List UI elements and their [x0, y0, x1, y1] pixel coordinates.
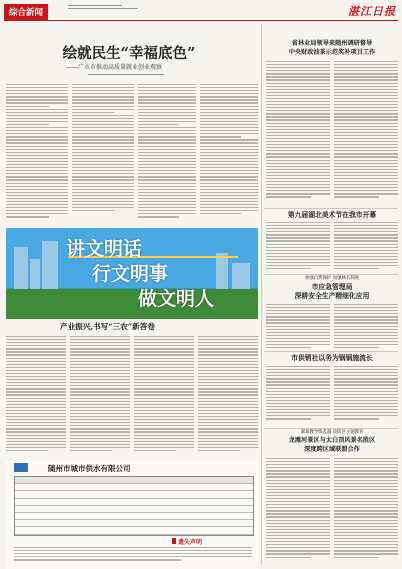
- main-col-4: [200, 84, 258, 224]
- ad-table-row: [15, 520, 253, 527]
- right-box2-title-1: 市应急管理局: [311, 283, 353, 291]
- right-divider-4: [264, 428, 398, 429]
- banner-line-1: 讲文明话: [66, 239, 143, 260]
- right-bottom-col-1: [266, 458, 330, 562]
- ad-table-row: [15, 513, 253, 520]
- notice-marker-icon: [172, 538, 176, 544]
- right-mid-title: 第九届湖北美术节在我市开幕: [287, 211, 377, 219]
- right-top-col-1: [266, 61, 330, 207]
- masthead: 湛江日报: [348, 5, 396, 18]
- ad-table-row: [15, 499, 253, 506]
- main-col-2: [72, 84, 134, 224]
- main-col-1: [6, 84, 68, 224]
- banner-building: [216, 253, 228, 293]
- right-bottom-kicker: 紧靠教学练监越 攻防区主题教育: [300, 430, 364, 435]
- right-bottom-title-1: 龙滩河景区与太白顶风景名胜区: [288, 437, 376, 444]
- right-divider-3: [264, 351, 398, 352]
- banner-greenery: [6, 289, 258, 319]
- ad-table-row: [15, 477, 253, 484]
- right-box2-title-2: 深耕安全生产精细化应用: [294, 292, 370, 300]
- right-top-col-2: [334, 61, 398, 207]
- right-bottom-col-2: [334, 458, 398, 562]
- ad-table-row: [15, 527, 253, 534]
- mid-col-2: [70, 336, 130, 456]
- ad-footer-text: [14, 547, 252, 567]
- ad-table: [14, 476, 254, 536]
- ad-table-row: [15, 506, 253, 513]
- right-mid-col-2: [334, 222, 398, 272]
- main-byline: [88, 74, 164, 75]
- right-divider-2: [264, 274, 398, 275]
- main-col-3: [138, 84, 196, 224]
- banner-building: [42, 241, 58, 293]
- mid-col-1: [6, 336, 66, 456]
- right-top-title-1: 省林业局领导来随州调研督导: [291, 40, 373, 47]
- banner-building: [14, 247, 28, 293]
- header-rule: [4, 20, 398, 21]
- banner-line-3: 做文明人: [138, 289, 215, 310]
- header-meta: [68, 4, 138, 9]
- right-top-title-2: 中央财政油茶示范奖补项目工作: [288, 49, 376, 56]
- civility-banner: [6, 228, 258, 319]
- mid-headline: 产业振兴,书写“三农”新答卷: [60, 322, 155, 331]
- company-logo-icon: [14, 463, 28, 472]
- ad-title: 随州市城市供水有限公司: [48, 464, 131, 473]
- banner-line-2: 行文明事: [92, 264, 169, 285]
- water-company-ad: [6, 461, 258, 569]
- ad-table-row: [15, 491, 253, 498]
- column-divider: [261, 24, 262, 564]
- mid-col-3: [134, 336, 194, 456]
- main-subheadline: ——广水市推动高质量就业创业观察: [66, 64, 163, 71]
- page-header: [0, 0, 402, 22]
- mid-col-4: [198, 336, 258, 456]
- section-tag: 综合新闻: [4, 4, 48, 20]
- main-headline: 绘就民生“幸福底色”: [62, 45, 196, 62]
- ad-table-row: [15, 484, 253, 491]
- right-box3-col-1: [266, 366, 330, 426]
- right-box2-kicker: 加强自然保护 加强林长制度: [304, 276, 360, 281]
- right-box3-title: 市供销社以务为锅锅施流长: [291, 354, 373, 362]
- right-box2-col-1: [266, 304, 330, 350]
- right-box2-col-2: [334, 304, 398, 350]
- banner-building: [30, 259, 40, 293]
- right-box3-col-2: [334, 366, 398, 426]
- right-mid-col-1: [266, 222, 330, 272]
- right-bottom-title-2: 深度跨区域联盟合作: [304, 446, 360, 453]
- right-divider-1: [264, 208, 398, 209]
- lost-notice-title: 遗失声明: [178, 539, 203, 546]
